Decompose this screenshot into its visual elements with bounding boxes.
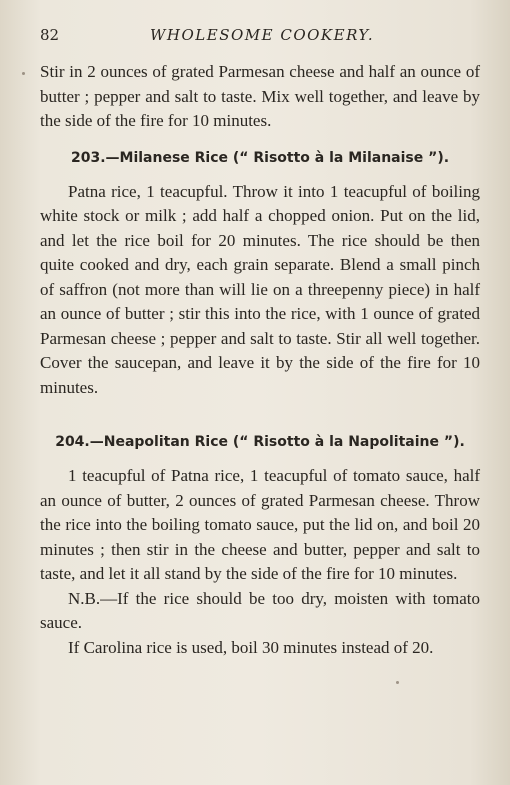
paper-speck xyxy=(396,681,399,684)
recipe-heading-204: 204.—Neapolitan Rice (“ Risotto à la Napolitaine ”). xyxy=(55,434,465,450)
page-header xyxy=(40,26,460,46)
intro-paragraph: Stir in 2 ounces of grated Parmesan cheese and half an ounce of butter ; pepper and salt to taste. Mix well together, and leave by the side of the fire for 10 minutes. xyxy=(40,62,480,130)
section-gap xyxy=(40,400,480,418)
recipe-203-paragraph: Patna rice, 1 teacupful. Throw it into 1 teacupful of boiling white stock or milk ; add half a chopped onion. Put on the lid, and let the rice boil for 20 minutes. The rice should be then quite cooked and dry, each grain separate. Blend a small pinch of saffron (not more than will lie on a threepenny piece) in half an ounce of butter ; stir this into the rice, with 1 ounce of grated Parmesan cheese ; pepper and salt to taste. Stir all well together. Cover the saucepan, and leave it by the side of the fire for 10 minutes. xyxy=(40,181,480,397)
paper-speck xyxy=(22,72,25,75)
recipe-heading-203: 203.—Milanese Rice (“ Risotto à la Milanaise ”). xyxy=(70,149,450,166)
recipe-204-note: N.B.—If the rice should be too dry, moisten with tomato sauce. xyxy=(40,588,480,632)
page-body xyxy=(40,60,480,660)
running-title: WHOLESOME COOKERY. xyxy=(150,26,375,44)
page-number: 82 xyxy=(40,26,60,44)
recipe-204-paragraph: 1 teacupful of Patna rice, 1 teacupful of tomato sauce, half an ounce of butter, 2 ounces of grated Parmesan cheese. Throw the rice into the boiling tomato sauce, put the lid on, and boil 20 minutes ; then stir in the cheese and butter, pepper and salt to taste, and let it all stand by the side of the fire for 10 minutes. xyxy=(40,466,480,583)
recipe-204-carolina-note: If Carolina rice is used, boil 30 minutes instead of 20. xyxy=(68,637,434,657)
